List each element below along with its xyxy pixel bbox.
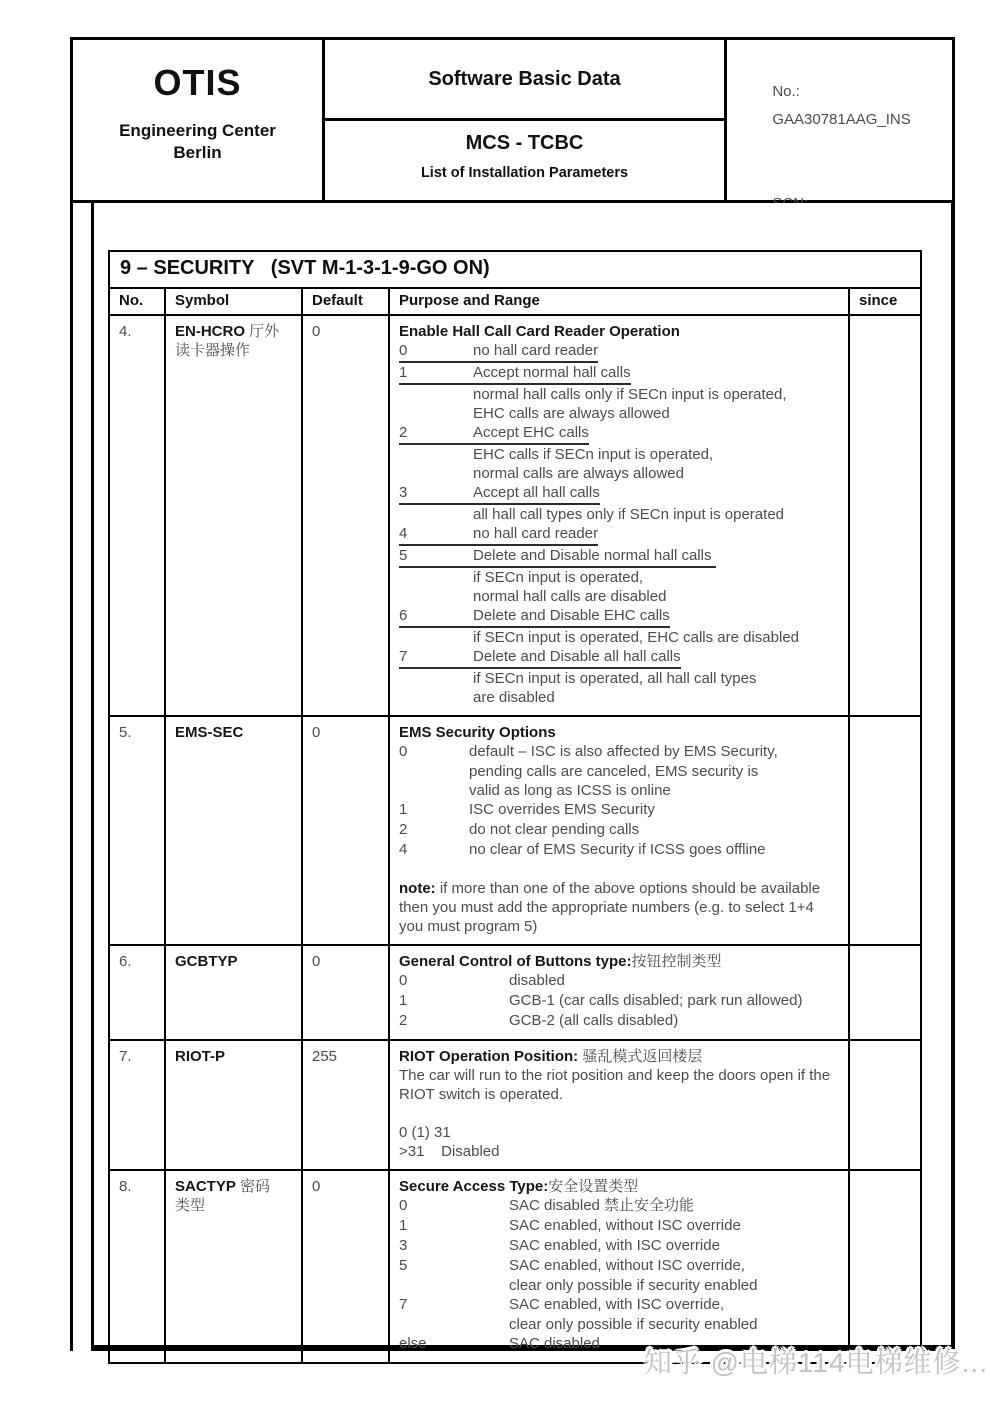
option-value: 1	[399, 801, 408, 818]
param-purpose	[389, 1170, 849, 1363]
option-entry	[399, 991, 802, 1011]
option-value: 0	[399, 1197, 408, 1214]
option-text: SAC enabled, with ISC override,	[509, 1296, 725, 1313]
option-line	[399, 341, 842, 363]
option-text: SAC disabled	[509, 1335, 600, 1352]
symbol-line	[175, 341, 295, 360]
symbol-cn: 类型	[175, 1197, 206, 1214]
option-entry	[399, 1334, 600, 1354]
option-text: SAC disabled 禁止安全功能	[509, 1197, 695, 1214]
section-title: 9 – SECURITY (SVT M-1-3-1-9-GO ON)	[109, 251, 921, 288]
option-detail: normal hall calls only if SECn input is operated,	[473, 386, 787, 403]
option-line	[399, 524, 842, 546]
option-entry	[399, 1295, 724, 1315]
watermark: 知乎 @电梯114电梯维修...	[643, 1347, 988, 1378]
param-default: 0	[302, 716, 389, 945]
param-since	[849, 1170, 921, 1363]
option-detail: if SECn input is operated, EHC calls are disabled	[473, 629, 800, 646]
option-value: 3	[399, 1237, 408, 1254]
option-line	[399, 483, 842, 505]
option-entry	[399, 606, 670, 628]
option-entry	[399, 363, 631, 385]
option-detail: are disabled	[473, 689, 555, 706]
column-header-purpose: Purpose and Range	[389, 288, 849, 315]
symbol-code: RIOT-P	[175, 1048, 226, 1065]
param-default: 0	[302, 315, 389, 716]
option-line	[399, 423, 842, 445]
table-header-row	[109, 288, 921, 315]
symbol-line	[175, 1047, 295, 1066]
doc-number-line	[739, 50, 952, 162]
option-entry	[399, 524, 598, 546]
option-entry	[399, 1256, 745, 1276]
option-value: 0	[399, 342, 408, 359]
option-text: Accept normal hall calls	[473, 364, 631, 381]
option-entry	[399, 483, 600, 505]
purpose-title-bold: Secure Access Type:	[399, 1178, 549, 1195]
purpose-title-bold: RIOT Operation Position:	[399, 1048, 579, 1065]
option-value: 1	[399, 1217, 408, 1234]
option-value: 2	[399, 1012, 408, 1029]
symbol-code: EN-HCRO	[175, 323, 245, 340]
option-text: GCB-1 (car calls disabled; park run allowed)	[509, 992, 803, 1009]
option-detail: clear only possible if security enabled	[509, 1316, 758, 1333]
param-purpose	[389, 945, 849, 1040]
param-number: 5.	[109, 716, 165, 945]
option-line	[399, 840, 842, 860]
purpose-title-cn: 骚乱模式返回楼层	[578, 1048, 703, 1065]
option-line	[399, 1256, 842, 1276]
param-since	[849, 1040, 921, 1170]
option-entry	[399, 341, 598, 363]
option-line	[399, 820, 842, 840]
option-value: 2	[399, 821, 408, 838]
option-value: else	[399, 1335, 427, 1352]
purpose-title	[399, 952, 842, 971]
option-value: 4	[399, 525, 408, 542]
option-value: 1	[399, 364, 408, 381]
otis-logo: OTIS	[153, 62, 242, 103]
option-value: 2	[399, 424, 408, 441]
option-text: SAC enabled, without ISC override	[509, 1217, 741, 1234]
option-value: 7	[399, 648, 408, 665]
option-entry	[399, 1196, 694, 1216]
column-header-since: since	[849, 288, 921, 315]
param-default: 0	[302, 1170, 389, 1363]
option-line	[399, 742, 842, 762]
param-symbol	[165, 716, 302, 945]
param-purpose	[389, 716, 849, 945]
option-detail: if SECn input is operated, all hall call types	[473, 670, 757, 687]
option-detail: clear only possible if security enabled	[509, 1277, 758, 1294]
param-number: 4.	[109, 315, 165, 716]
symbol-line	[175, 1196, 295, 1215]
option-value: 6	[399, 607, 408, 624]
option-line	[399, 606, 842, 628]
symbol-code: EMS-SEC	[175, 724, 244, 741]
option-entry	[399, 546, 716, 568]
option-line	[399, 971, 842, 991]
option-line	[399, 1295, 842, 1315]
range-line: 0 (1) 31	[399, 1124, 451, 1141]
doc-number-value: GAA30781AAG_INS	[772, 111, 911, 128]
option-text: SAC enabled, without ISC override,	[509, 1257, 745, 1274]
param-symbol	[165, 1170, 302, 1363]
parameter-rows	[109, 315, 921, 1363]
param-number: 6.	[109, 945, 165, 1040]
header-middle-cell	[325, 40, 727, 200]
option-text: Delete and Disable EHC calls	[473, 607, 670, 624]
option-value: 5	[399, 547, 408, 564]
symbol-cn: 密码	[235, 1178, 271, 1195]
table-row	[109, 1040, 921, 1170]
option-entry	[399, 647, 681, 669]
org-line2: Berlin	[173, 143, 222, 162]
option-text: disabled	[509, 972, 565, 989]
option-value: 0	[399, 743, 408, 760]
option-detail: if SECn input is operated,	[473, 569, 644, 586]
param-number: 8.	[109, 1170, 165, 1363]
purpose-title-cn: 安全设置类型	[548, 1178, 639, 1195]
option-line	[399, 647, 842, 669]
param-since	[849, 945, 921, 1040]
document-header	[70, 37, 955, 203]
column-header-default: Default	[302, 288, 389, 315]
option-entry	[399, 742, 778, 762]
document-subtitle: List of Installation Parameters	[420, 165, 629, 181]
org-line1: Engineering Center	[119, 121, 276, 140]
option-value: 7	[399, 1296, 408, 1313]
param-purpose	[389, 315, 849, 716]
param-purpose	[389, 1040, 849, 1170]
option-detail: pending calls are canceled, EMS security is	[469, 763, 759, 780]
option-entry	[399, 820, 639, 840]
column-header-no: No.	[109, 288, 165, 315]
parameters-table	[108, 250, 922, 1364]
param-number: 7.	[109, 1040, 165, 1170]
table-row	[109, 716, 921, 945]
symbol-line	[175, 322, 295, 341]
symbol-line	[175, 952, 295, 971]
page-left-border	[70, 203, 73, 1351]
option-text: Accept all hall calls	[473, 484, 600, 501]
param-symbol	[165, 945, 302, 1040]
option-line	[399, 363, 842, 385]
symbol-line	[175, 723, 295, 742]
option-text: default – ISC is also affected by EMS Security,	[469, 743, 778, 760]
symbol-code: SACTYP	[175, 1178, 236, 1195]
param-symbol	[165, 315, 302, 716]
option-line	[399, 991, 842, 1011]
document-title: Software Basic Data	[325, 40, 724, 121]
option-entry	[399, 1216, 741, 1236]
header-meta-cell	[727, 40, 952, 200]
option-value: 0	[399, 972, 408, 989]
param-symbol	[165, 1040, 302, 1170]
symbol-cn: 读卡器操作	[175, 342, 251, 359]
option-value: 1	[399, 992, 408, 1009]
option-text: Accept EHC calls	[473, 424, 589, 441]
option-entry	[399, 840, 766, 860]
purpose-title-bold: General Control of Buttons type:	[399, 953, 632, 970]
purpose-title	[399, 322, 842, 341]
param-since	[849, 315, 921, 716]
option-line	[399, 546, 842, 568]
option-entry	[399, 1236, 720, 1256]
option-entry	[399, 971, 565, 991]
param-default: 0	[302, 945, 389, 1040]
org-name	[73, 120, 322, 164]
option-text: no hall card reader	[473, 342, 599, 359]
option-entry	[399, 1011, 678, 1031]
param-since	[849, 716, 921, 945]
option-detail: EHC calls if SECn input is operated,	[473, 446, 714, 463]
note-label: note:	[399, 880, 436, 897]
option-value: 4	[399, 841, 408, 858]
header-left-cell	[73, 40, 325, 200]
option-line	[399, 1216, 842, 1236]
table-row	[109, 315, 921, 716]
purpose-title-cn: 按钮控制类型	[631, 953, 722, 970]
purpose-note	[399, 879, 842, 936]
option-text: SAC enabled, with ISC override	[509, 1237, 720, 1254]
symbol-line	[175, 1177, 295, 1196]
option-entry	[399, 423, 589, 445]
option-detail: EHC calls are always allowed	[473, 405, 670, 422]
option-line	[399, 1236, 842, 1256]
section-title-row	[109, 251, 921, 288]
purpose-title-bold: EMS Security Options	[399, 724, 556, 741]
product-name: MCS - TCBC	[465, 132, 584, 154]
note-text: if more than one of the above options should be available then you must add the appropriate numbers (e.g. to select 1+4 you must program 5)	[399, 880, 825, 935]
purpose-paragraph: The car will run to the riot position and keep the doors open if the RIOT switch is operated.	[399, 1067, 835, 1103]
purpose-title	[399, 723, 842, 742]
option-text: ISC overrides EMS Security	[469, 801, 655, 818]
doc-number-label: No.:	[772, 83, 800, 100]
option-text: do not clear pending calls	[469, 821, 640, 838]
option-detail: normal calls are always allowed	[473, 465, 684, 482]
header-middle-bottom	[325, 121, 724, 200]
option-detail: valid as long as ICSS is online	[469, 782, 671, 799]
symbol-code: GCBTYP	[175, 953, 238, 970]
option-detail: all hall call types only if SECn input is operated	[473, 506, 785, 523]
param-default: 255	[302, 1040, 389, 1170]
option-value: 5	[399, 1257, 408, 1274]
purpose-title	[399, 1177, 842, 1196]
column-header-symbol: Symbol	[165, 288, 302, 315]
option-line	[399, 1196, 842, 1216]
purpose-title	[399, 1047, 842, 1066]
option-detail: normal hall calls are disabled	[473, 588, 667, 605]
option-value: 3	[399, 484, 408, 501]
table-row	[109, 1170, 921, 1363]
option-line	[399, 1011, 842, 1031]
purpose-title-bold: Enable Hall Call Card Reader Operation	[399, 323, 680, 340]
page-content-frame	[91, 203, 955, 1351]
option-text: GCB-2 (all calls disabled)	[509, 1012, 679, 1029]
option-line	[399, 800, 842, 820]
option-text: Delete and Disable normal hall calls	[473, 547, 716, 564]
symbol-cn: 厅外	[245, 323, 280, 340]
range-line: >31 Disabled	[399, 1143, 500, 1160]
option-text: no clear of EMS Security if ICSS goes offline	[469, 841, 766, 858]
option-entry	[399, 800, 655, 820]
table-row	[109, 945, 921, 1040]
option-text: no hall card reader	[473, 525, 599, 542]
option-text: Delete and Disable all hall calls	[473, 648, 681, 665]
